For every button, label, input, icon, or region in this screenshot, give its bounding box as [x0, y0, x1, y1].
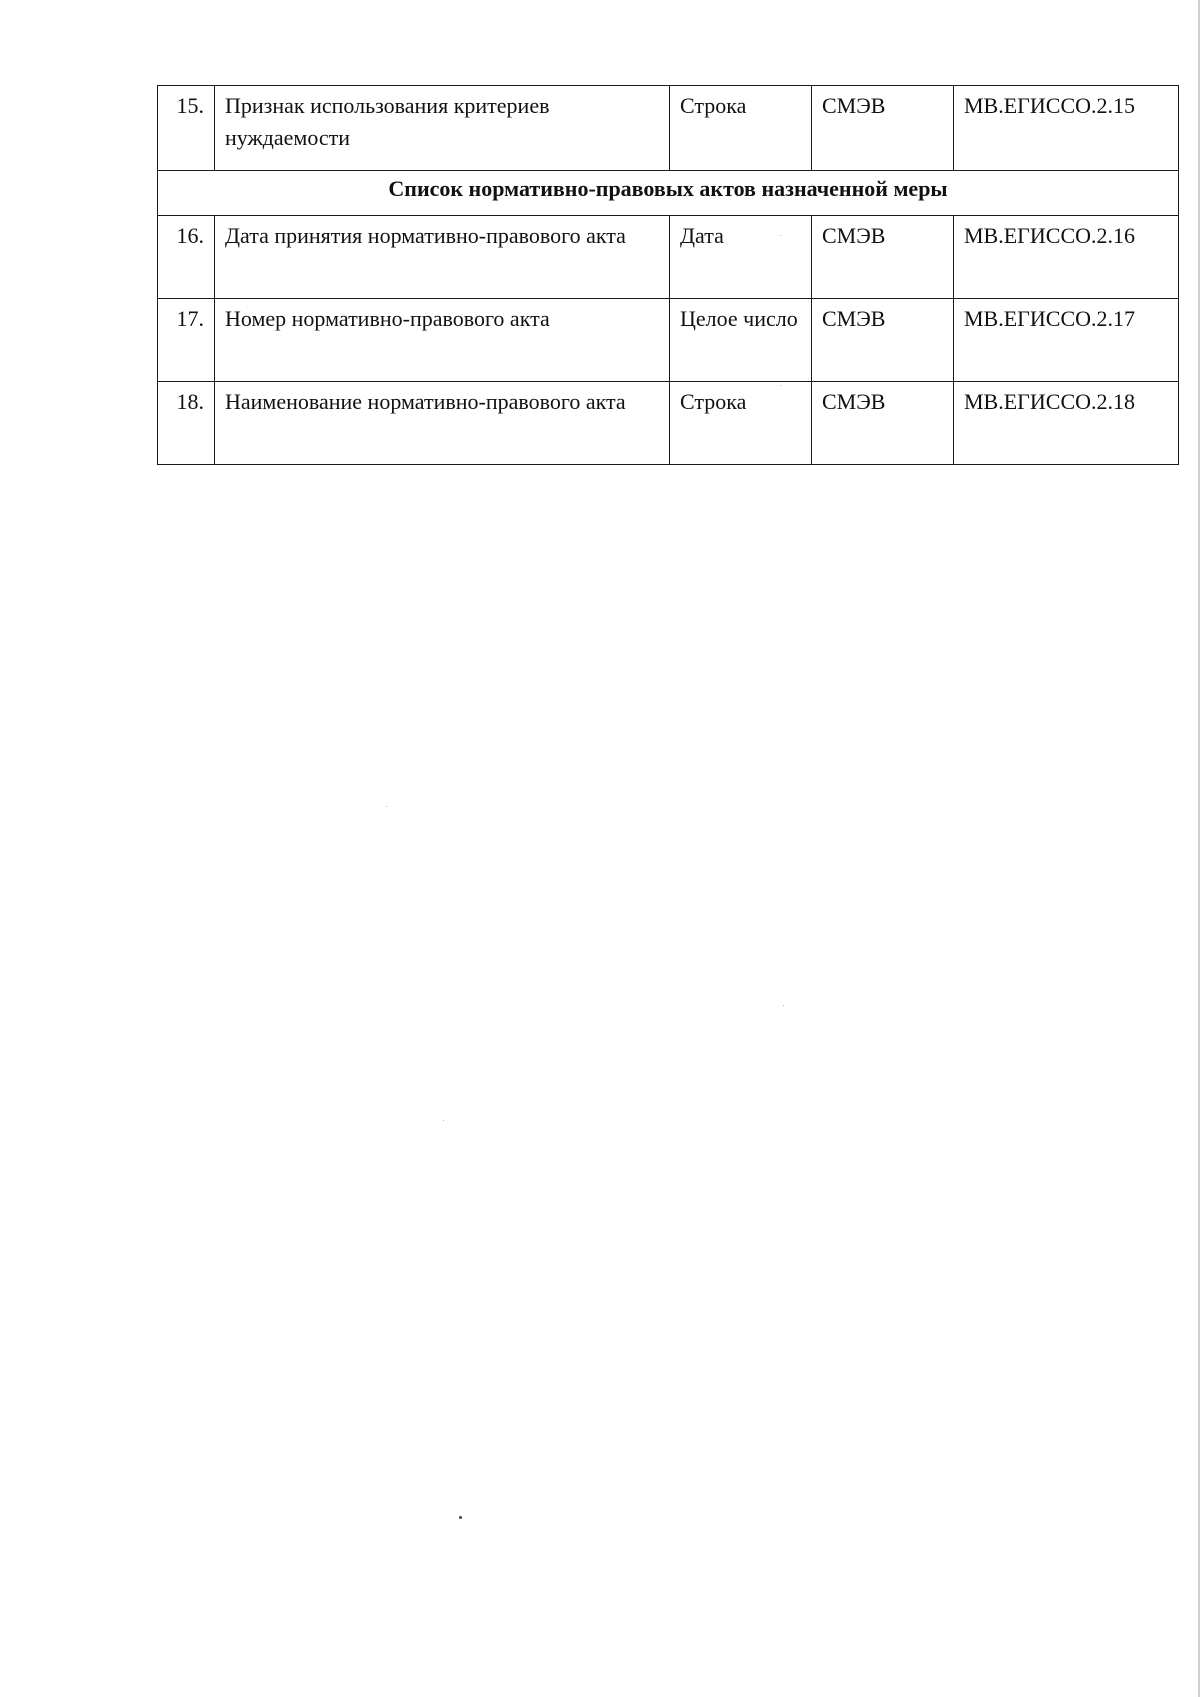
section-header-row	[158, 171, 1179, 216]
table-row	[158, 382, 1179, 465]
attribute-code: МВ.ЕГИССО.2.18	[954, 382, 1179, 465]
attribute-code: МВ.ЕГИССО.2.17	[954, 299, 1179, 382]
attribute-channel: СМЭВ	[812, 86, 954, 171]
row-number: 17.	[158, 299, 215, 382]
attribute-name: Признак использования критериев нуждаемости	[215, 86, 670, 171]
attribute-name: Дата принятия нормативно-правового акта	[215, 216, 670, 299]
scan-speck	[783, 1005, 784, 1006]
attribute-name: Наименование нормативно-правового акта	[215, 382, 670, 465]
row-number: 18.	[158, 382, 215, 465]
attributes-table	[157, 85, 1179, 465]
attribute-type: Строка	[670, 382, 812, 465]
scan-speck	[386, 806, 387, 807]
attribute-channel: СМЭВ	[812, 382, 954, 465]
attribute-type: Дата	[670, 216, 812, 299]
row-number: 15.	[158, 86, 215, 171]
table-row	[158, 299, 1179, 382]
scan-speck	[780, 235, 781, 236]
attribute-type: Целое число	[670, 299, 812, 382]
attribute-channel: СМЭВ	[812, 299, 954, 382]
table-row	[158, 86, 1179, 171]
scan-speck	[459, 1516, 462, 1519]
table-row	[158, 216, 1179, 299]
attribute-code: МВ.ЕГИССО.2.15	[954, 86, 1179, 171]
attribute-code: МВ.ЕГИССО.2.16	[954, 216, 1179, 299]
row-number: 16.	[158, 216, 215, 299]
attribute-channel: СМЭВ	[812, 216, 954, 299]
section-title: Список нормативно-правовых актов назначенной меры	[158, 171, 1179, 216]
scan-speck	[780, 385, 781, 386]
attribute-name: Номер нормативно-правового акта	[215, 299, 670, 382]
attribute-type: Строка	[670, 86, 812, 171]
scan-speck	[443, 1120, 444, 1121]
